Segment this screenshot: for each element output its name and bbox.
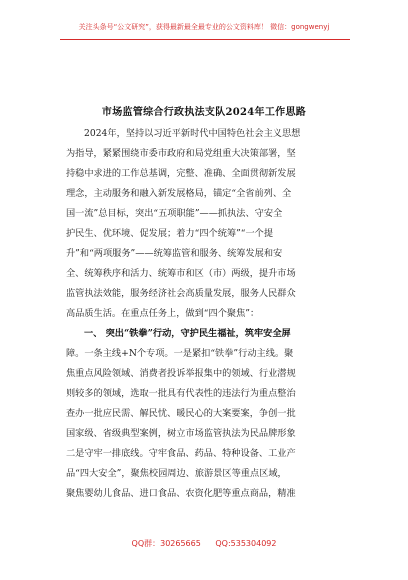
paragraph-line: 聚焦婴幼儿食品、进口食品、农资化肥等重点商品，精准	[66, 488, 296, 499]
footer-qq-group: QQ群：30265665	[131, 539, 201, 548]
footer-contact	[0, 538, 408, 549]
paragraph-line: 全、统筹秩序和活力、统筹市和区（市）两级，提升市场	[66, 268, 296, 279]
paragraph-line: 理念，主动服务和融入新发展格局，锚定“全省前列、全	[66, 188, 292, 199]
paragraph-line: 护民生、优环境、促发展；着力“四个统筹”“一个提	[66, 228, 274, 239]
paragraph-line: 国一流”总目标，突出“五项职能”——抓执法、守安全	[66, 208, 283, 219]
paragraph-line: 监管执法效能，服务经济社会高质量发展，服务人民群众	[66, 288, 296, 299]
header-divider	[60, 39, 350, 40]
paragraph-line: 二是守牢一排底线。守牢食品、药品、特种设备、工业产	[66, 448, 296, 459]
paragraph-line: 查办一批应民需、解民忧、暖民心的大案要案，争创一批	[66, 408, 296, 419]
paragraph-line: 则较多的领域，选取一批具有代表性的违法行为重点整治	[66, 388, 296, 399]
document-title: 市场监管综合行政执法支队2024年工作思路	[101, 107, 307, 118]
paragraph-line: 为指导，紧紧围绕市委市政府和局党组重大决策部署，坚	[66, 148, 296, 159]
paragraph-line: 障。一条主线+N个专项。一是紧扣“铁拳”行动主线。聚	[66, 348, 294, 359]
paragraph-line: 持稳中求进的工作总基调，完整、准确、全面贯彻新发展	[66, 168, 296, 179]
paragraph-line: 国家级、省级典型案例，树立市场监管执法为民品牌形象	[66, 428, 296, 439]
section-heading: 一、 突出“铁拳”行动，守护民生福祉，筑牢安全屏	[84, 328, 291, 339]
paragraph-line: 高品质生活。在重点任务上，做到“四个聚焦”：	[66, 308, 260, 319]
paragraph-line: 焦重点风险领域、消费者投诉举报集中的领域、行业潜规	[66, 368, 296, 379]
paragraph-line: 品“四大安全”，聚焦校园周边、旅游景区等重点区域，	[66, 468, 287, 479]
document-body	[66, 124, 346, 504]
paragraph-line: 2024年，坚持以习近平新时代中国特色社会主义思想	[84, 128, 301, 139]
header-banner: 关注头条号“公文研究”，获得最新最全最专业的公文资料库！ 微信：gongwenyj	[78, 23, 330, 31]
footer-qq: QQ:535304092	[215, 539, 277, 548]
paragraph-line: 升”和“两项服务”——统筹监管和服务、统筹发展和安	[66, 248, 283, 259]
